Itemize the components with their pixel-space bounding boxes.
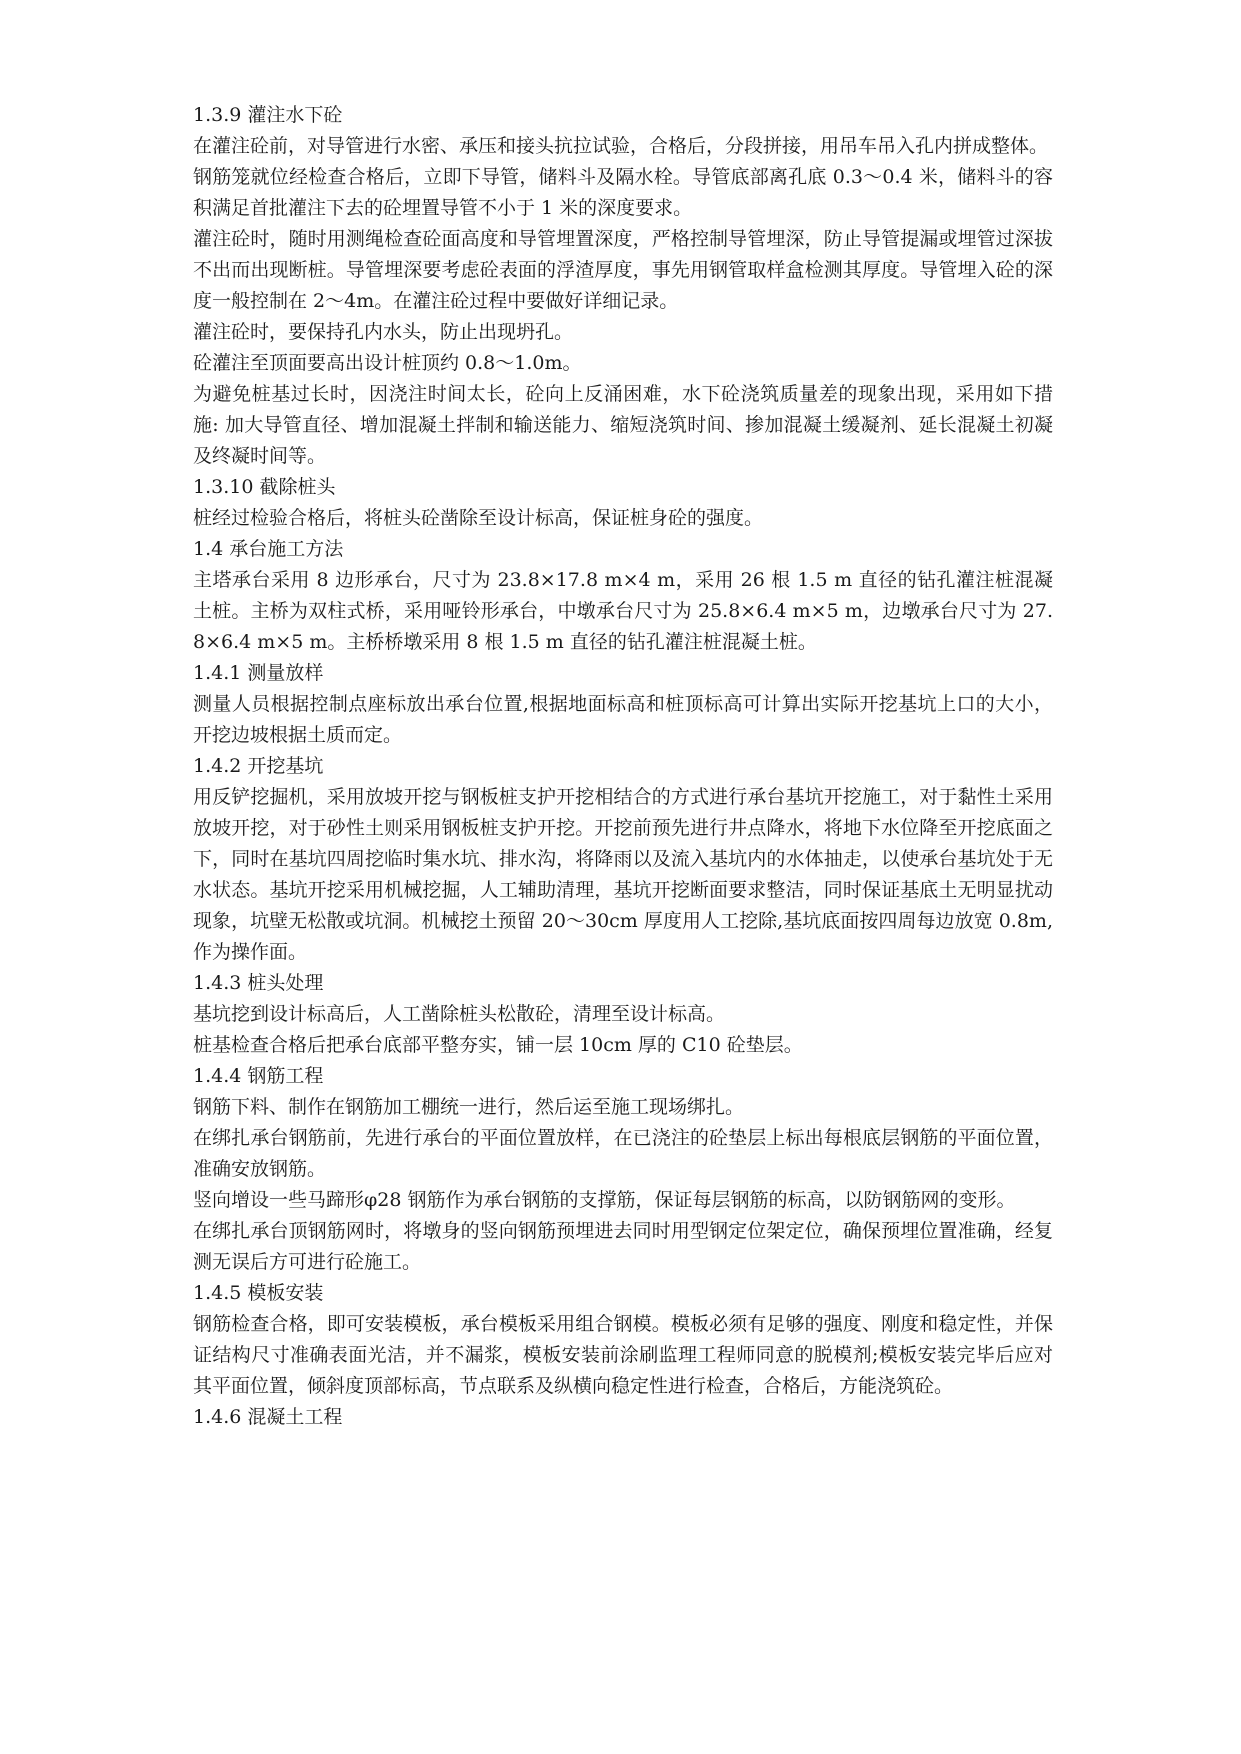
body-paragraph: 主塔承台采用 8 边形承台，尺寸为 23.8×17.8 m×4 m，采用 26 根 1.5 m 直径的钻孔灌注桩混凝土桩。主桥为双柱式桥，采用哑铃形承台，中墩承台尺寸为 25.8×6.4 m×5 m，边墩承台尺寸为 27.8×6.4 m×5 m。主桥桥墩采用 8 根 1.5 m 直径的钻孔灌注桩混凝土桩。 <box>193 569 1053 653</box>
body-paragraph: 钢筋笼就位经检查合格后，立即下导管，储料斗及隔水栓。导管底部离孔底 0.3～0.4 米，储料斗的容积满足首批灌注下去的砼埋置导管不小于 1 米的深度要求。 <box>193 166 1053 219</box>
section-heading: 1.4.5 模板安装 <box>193 1282 324 1304</box>
body-paragraph: 砼灌注至顶面要高出设计桩顶约 0.8～1.0m。 <box>193 352 582 374</box>
section-heading: 1.4.3 桩头处理 <box>193 972 324 994</box>
body-paragraph: 在灌注砼前，对导管进行水密、承压和接头抗拉试验，合格后，分段拼接，用吊车吊入孔内拼成整体。 <box>193 135 1049 157</box>
body-paragraph: 在绑扎承台顶钢筋网时，将墩身的竖向钢筋预埋进去同时用型钢定位架定位，确保预埋位置准确，经复测无误后方可进行砼施工。 <box>193 1220 1053 1273</box>
section-heading: 1.3.9 灌注水下砼 <box>193 104 343 126</box>
body-paragraph: 为避免桩基过长时，因浇注时间太长，砼向上反涌困难，水下砼浇筑质量差的现象出现，采用如下措施: 加大导管直径、增加混凝土拌制和输送能力、缩短浇筑时间、掺加混凝土缓凝剂、延长混凝土初凝及终凝时间等。 <box>193 383 1053 467</box>
section-heading: 1.3.10 截除桩头 <box>193 476 336 498</box>
body-paragraph: 在绑扎承台钢筋前，先进行承台的平面位置放样，在已浇注的砼垫层上标出每根底层钢筋的平面位置，准确安放钢筋。 <box>193 1127 1053 1180</box>
body-paragraph: 桩经过检验合格后，将桩头砼凿除至设计标高，保证桩身砼的强度。 <box>193 507 764 529</box>
document-body <box>193 100 1053 1433</box>
section-heading: 1.4.6 混凝土工程 <box>193 1406 343 1428</box>
section-heading: 1.4 承台施工方法 <box>193 538 344 560</box>
body-paragraph: 桩基检查合格后把承台底部平整夯实，铺一层 10cm 厚的 C10 砼垫层。 <box>193 1034 803 1056</box>
body-paragraph: 测量人员根据控制点座标放出承台位置,根据地面标高和桩顶标高可计算出实际开挖基坑上口的大小，开挖边坡根据土质而定。 <box>193 693 1053 746</box>
body-paragraph: 灌注砼时，要保持孔内水头，防止出现坍孔。 <box>193 321 574 343</box>
body-paragraph: 灌注砼时，随时用测绳检查砼面高度和导管埋置深度，严格控制导管埋深，防止导管提漏或埋管过深拔不出而出现断桩。导管埋深要考虑砼表面的浮渣厚度，事先用钢管取样盒检测其厚度。导管埋入砼的深度一般控制在 2～4m。在灌注砼过程中要做好详细记录。 <box>193 228 1053 312</box>
section-heading: 1.4.2 开挖基坑 <box>193 755 324 777</box>
body-paragraph: 钢筋检查合格，即可安装模板，承台模板采用组合钢模。模板必须有足够的强度、刚度和稳定性，并保证结构尺寸准确表面光洁，并不漏浆，模板安装前涂刷监理工程师同意的脱模剂;模板安装完毕后应对其平面位置，倾斜度顶部标高，节点联系及纵横向稳定性进行检查，合格后，方能浇筑砼。 <box>193 1313 1053 1397</box>
body-paragraph: 用反铲挖掘机，采用放坡开挖与钢板桩支护开挖相结合的方式进行承台基坑开挖施工，对于黏性土采用放坡开挖，对于砂性土则采用钢板桩支护开挖。开挖前预先进行井点降水，将地下水位降至开挖底面之下，同时在基坑四周挖临时集水坑、排水沟，将降雨以及流入基坑内的水体抽走，以使承台基坑处于无水状态。基坑开挖采用机械挖掘，人工辅助清理，基坑开挖断面要求整洁，同时保证基底土无明显扰动现象，坑壁无松散或坑洞。机械挖土预留 20～30cm 厚度用人工挖除,基坑底面按四周每边放宽 0.8m,作为操作面。 <box>193 786 1053 963</box>
body-paragraph: 基坑挖到设计标高后，人工凿除桩头松散砼，清理至设计标高。 <box>193 1003 726 1025</box>
body-paragraph: 钢筋下料、制作在钢筋加工棚统一进行，然后运至施工现场绑扎。 <box>193 1096 745 1118</box>
section-heading: 1.4.4 钢筋工程 <box>193 1065 324 1087</box>
section-heading: 1.4.1 测量放样 <box>193 662 324 684</box>
body-paragraph: 竖向增设一些马蹄形φ28 钢筋作为承台钢筋的支撑筋，保证每层钢筋的标高，以防钢筋网的变形。 <box>193 1189 1016 1211</box>
